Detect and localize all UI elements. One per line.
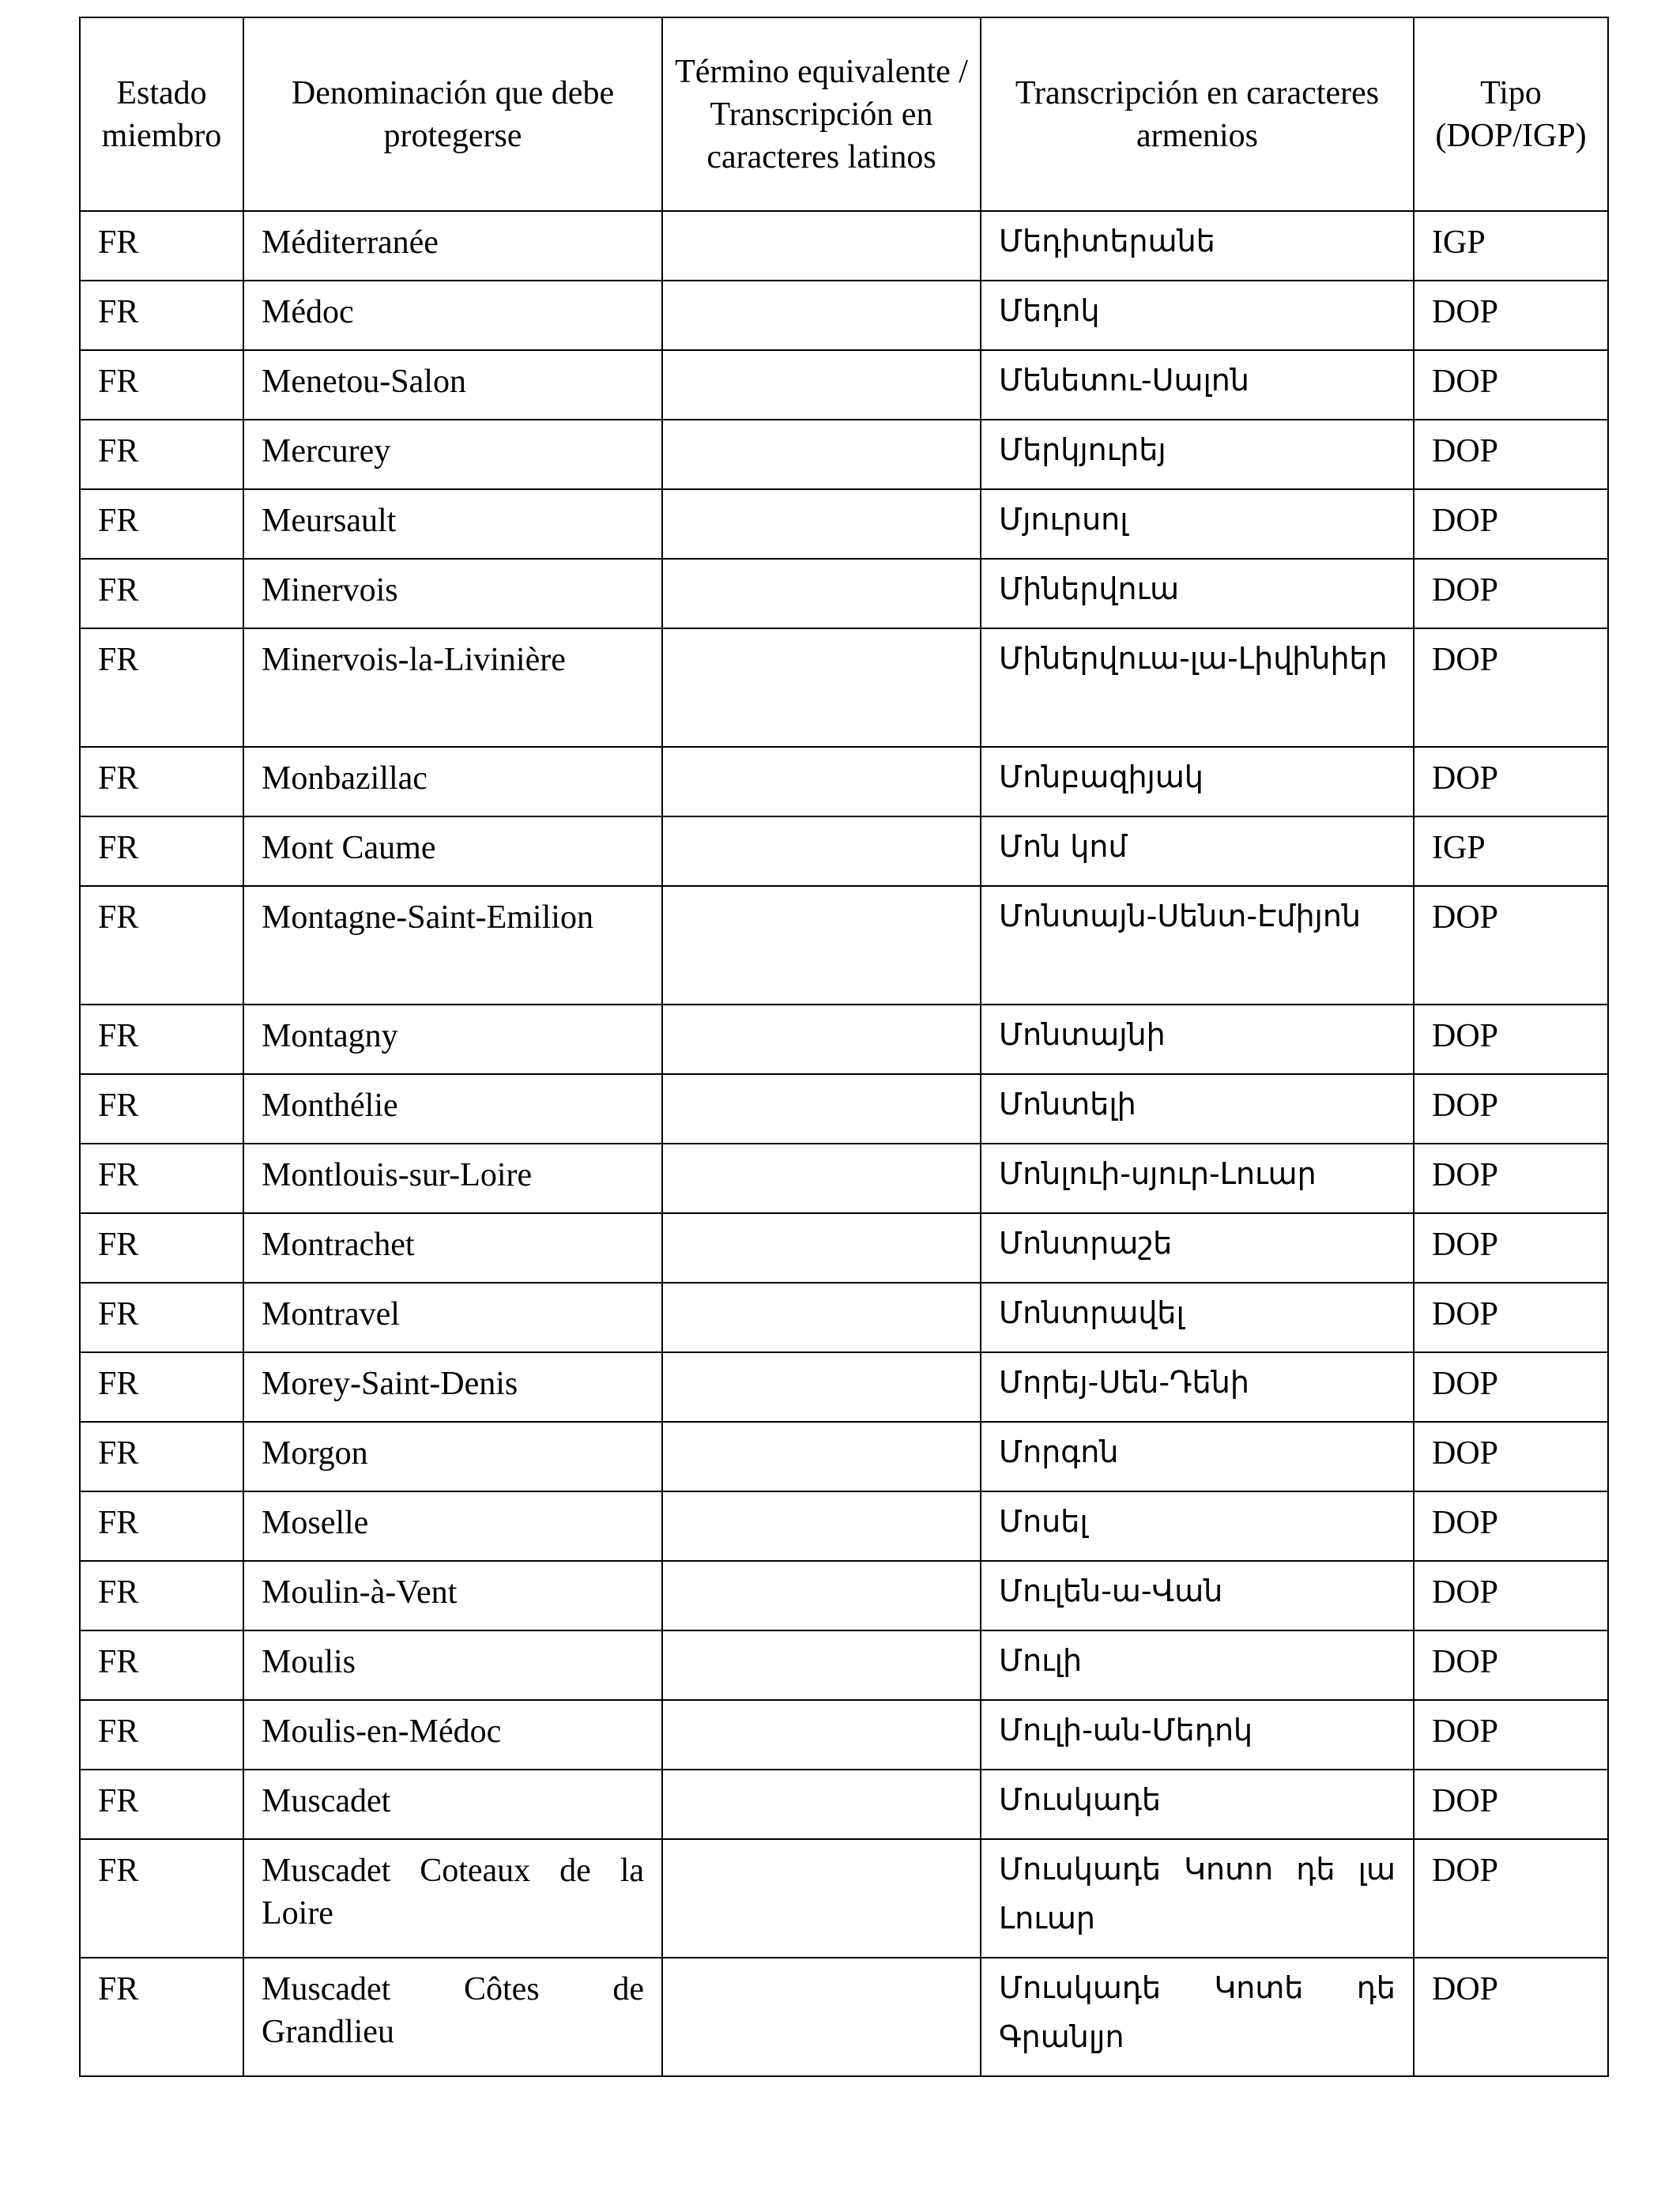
table-row bbox=[80, 1422, 1608, 1491]
cell-tipo: DOP bbox=[1414, 1630, 1608, 1700]
cell-estado-miembro: FR bbox=[80, 1630, 243, 1700]
cell-transcripcion-armenia: Մոնտայնի bbox=[981, 1005, 1414, 1074]
cell-estado-miembro: FR bbox=[80, 281, 243, 350]
cell-termino-equivalente bbox=[662, 1958, 981, 2076]
cell-estado-miembro: FR bbox=[80, 886, 243, 1005]
cell-tipo: DOP bbox=[1414, 1491, 1608, 1561]
cell-denominacion: Morgon bbox=[243, 1422, 662, 1491]
cell-transcripcion-armenia: Մոն կոմ bbox=[981, 816, 1414, 886]
cell-estado-miembro: FR bbox=[80, 628, 243, 747]
cell-denominacion: Montlouis-sur-Loire bbox=[243, 1144, 662, 1213]
table-row bbox=[80, 1491, 1608, 1561]
cell-termino-equivalente bbox=[662, 1491, 981, 1561]
table-row bbox=[80, 1958, 1608, 2076]
table-row bbox=[80, 350, 1608, 420]
cell-termino-equivalente bbox=[662, 1630, 981, 1700]
table-header bbox=[80, 17, 1608, 211]
table-row bbox=[80, 1839, 1608, 1958]
cell-termino-equivalente bbox=[662, 1561, 981, 1630]
cell-transcripcion-armenia: Մոնտրավել bbox=[981, 1283, 1414, 1352]
cell-denominacion: Moselle bbox=[243, 1491, 662, 1561]
header-denominacion: Denominación que debe protegerse bbox=[243, 17, 662, 211]
cell-termino-equivalente bbox=[662, 1422, 981, 1491]
cell-tipo: DOP bbox=[1414, 628, 1608, 747]
cell-termino-equivalente bbox=[662, 1213, 981, 1283]
cell-termino-equivalente bbox=[662, 747, 981, 816]
cell-denominacion: Montagne-Saint-Emilion bbox=[243, 886, 662, 1005]
cell-termino-equivalente bbox=[662, 1144, 981, 1213]
cell-tipo: DOP bbox=[1414, 1283, 1608, 1352]
cell-termino-equivalente bbox=[662, 816, 981, 886]
cell-termino-equivalente bbox=[662, 281, 981, 350]
cell-denominacion: Montravel bbox=[243, 1283, 662, 1352]
table-row bbox=[80, 489, 1608, 559]
cell-tipo: DOP bbox=[1414, 747, 1608, 816]
cell-tipo: DOP bbox=[1414, 420, 1608, 489]
cell-termino-equivalente bbox=[662, 1700, 981, 1770]
table-row bbox=[80, 1561, 1608, 1630]
cell-transcripcion-armenia: Մուսկադե Կոտե դե Գրանլյո bbox=[981, 1958, 1414, 2076]
cell-estado-miembro: FR bbox=[80, 350, 243, 420]
cell-estado-miembro: FR bbox=[80, 1144, 243, 1213]
cell-termino-equivalente bbox=[662, 489, 981, 559]
cell-termino-equivalente bbox=[662, 1005, 981, 1074]
cell-denominacion: Menetou-Salon bbox=[243, 350, 662, 420]
cell-transcripcion-armenia: Մուլեն-ա-Վան bbox=[981, 1561, 1414, 1630]
cell-tipo: DOP bbox=[1414, 1770, 1608, 1839]
cell-estado-miembro: FR bbox=[80, 211, 243, 281]
cell-estado-miembro: FR bbox=[80, 1770, 243, 1839]
cell-tipo: DOP bbox=[1414, 1700, 1608, 1770]
cell-termino-equivalente bbox=[662, 559, 981, 628]
table-row bbox=[80, 1144, 1608, 1213]
cell-estado-miembro: FR bbox=[80, 1422, 243, 1491]
cell-tipo: DOP bbox=[1414, 489, 1608, 559]
table-row bbox=[80, 1213, 1608, 1283]
cell-tipo: DOP bbox=[1414, 1144, 1608, 1213]
table-row bbox=[80, 211, 1608, 281]
table-row bbox=[80, 1005, 1608, 1074]
cell-termino-equivalente bbox=[662, 1074, 981, 1144]
cell-transcripcion-armenia: Մուլի-ան-Մեդոկ bbox=[981, 1700, 1414, 1770]
table-row bbox=[80, 1770, 1608, 1839]
header-estado-miembro: Estado miembro bbox=[80, 17, 243, 211]
cell-denominacion: Médoc bbox=[243, 281, 662, 350]
table-row bbox=[80, 281, 1608, 350]
cell-tipo: DOP bbox=[1414, 1074, 1608, 1144]
cell-denominacion: Meursault bbox=[243, 489, 662, 559]
cell-estado-miembro: FR bbox=[80, 1839, 243, 1958]
table-row bbox=[80, 886, 1608, 1005]
cell-termino-equivalente bbox=[662, 420, 981, 489]
table-row bbox=[80, 816, 1608, 886]
table-row bbox=[80, 747, 1608, 816]
cell-denominacion: Moulis-en-Médoc bbox=[243, 1700, 662, 1770]
table-row bbox=[80, 1283, 1608, 1352]
table-row bbox=[80, 1700, 1608, 1770]
cell-denominacion: Monthélie bbox=[243, 1074, 662, 1144]
cell-denominacion: Moulin-à-Vent bbox=[243, 1561, 662, 1630]
cell-transcripcion-armenia: Մորգոն bbox=[981, 1422, 1414, 1491]
cell-estado-miembro: FR bbox=[80, 1283, 243, 1352]
cell-tipo: DOP bbox=[1414, 1213, 1608, 1283]
cell-transcripcion-armenia: Մոնտելի bbox=[981, 1074, 1414, 1144]
cell-denominacion: Méditerranée bbox=[243, 211, 662, 281]
cell-transcripcion-armenia: Մոնբազիյակ bbox=[981, 747, 1414, 816]
cell-termino-equivalente bbox=[662, 886, 981, 1005]
appellations-table bbox=[79, 17, 1609, 2077]
table-row bbox=[80, 559, 1608, 628]
cell-termino-equivalente bbox=[662, 1352, 981, 1422]
cell-transcripcion-armenia: Մուլի bbox=[981, 1630, 1414, 1700]
cell-transcripcion-armenia: Մոնտրաշե bbox=[981, 1213, 1414, 1283]
cell-transcripcion-armenia: Միներվուա-լա-Լիվինիեր bbox=[981, 628, 1414, 747]
cell-transcripcion-armenia: Մերկյուրեյ bbox=[981, 420, 1414, 489]
cell-estado-miembro: FR bbox=[80, 1561, 243, 1630]
table-row bbox=[80, 628, 1608, 747]
cell-tipo: IGP bbox=[1414, 816, 1608, 886]
header-transcripcion-armenia: Transcripción en caracteres armenios bbox=[981, 17, 1414, 211]
cell-estado-miembro: FR bbox=[80, 747, 243, 816]
table-row bbox=[80, 1630, 1608, 1700]
cell-tipo: IGP bbox=[1414, 211, 1608, 281]
cell-transcripcion-armenia: Միներվուա bbox=[981, 559, 1414, 628]
cell-termino-equivalente bbox=[662, 1839, 981, 1958]
cell-denominacion: Muscadet Coteaux de la Loire bbox=[243, 1839, 662, 1958]
cell-transcripcion-armenia: Մեդիտերանե bbox=[981, 211, 1414, 281]
cell-tipo: DOP bbox=[1414, 1958, 1608, 2076]
cell-tipo: DOP bbox=[1414, 350, 1608, 420]
cell-tipo: DOP bbox=[1414, 281, 1608, 350]
header-termino-equivalente: Término equivalente / Transcripción en caracteres latinos bbox=[662, 17, 981, 211]
cell-tipo: DOP bbox=[1414, 1561, 1608, 1630]
cell-denominacion: Muscadet Côtes de Grandlieu bbox=[243, 1958, 662, 2076]
cell-estado-miembro: FR bbox=[80, 1213, 243, 1283]
cell-transcripcion-armenia: Մոնլուի-սյուր-Լուար bbox=[981, 1144, 1414, 1213]
cell-tipo: DOP bbox=[1414, 1422, 1608, 1491]
cell-termino-equivalente bbox=[662, 1283, 981, 1352]
cell-estado-miembro: FR bbox=[80, 420, 243, 489]
cell-denominacion: Montagny bbox=[243, 1005, 662, 1074]
cell-estado-miembro: FR bbox=[80, 816, 243, 886]
cell-estado-miembro: FR bbox=[80, 1958, 243, 2076]
cell-estado-miembro: FR bbox=[80, 1491, 243, 1561]
cell-termino-equivalente bbox=[662, 1770, 981, 1839]
cell-estado-miembro: FR bbox=[80, 1005, 243, 1074]
cell-tipo: DOP bbox=[1414, 886, 1608, 1005]
table-row bbox=[80, 420, 1608, 489]
cell-denominacion: Moulis bbox=[243, 1630, 662, 1700]
cell-denominacion: Mercurey bbox=[243, 420, 662, 489]
cell-transcripcion-armenia: Մոսել bbox=[981, 1491, 1414, 1561]
cell-denominacion: Muscadet bbox=[243, 1770, 662, 1839]
cell-termino-equivalente bbox=[662, 350, 981, 420]
table-row bbox=[80, 1074, 1608, 1144]
cell-estado-miembro: FR bbox=[80, 1352, 243, 1422]
cell-tipo: DOP bbox=[1414, 559, 1608, 628]
cell-estado-miembro: FR bbox=[80, 489, 243, 559]
cell-transcripcion-armenia: Մոնտայն-Սենտ-Էմիյոն bbox=[981, 886, 1414, 1005]
table-row bbox=[80, 1352, 1608, 1422]
cell-denominacion: Monbazillac bbox=[243, 747, 662, 816]
cell-denominacion: Minervois-la-Livinière bbox=[243, 628, 662, 747]
cell-transcripcion-armenia: Մուսկադե Կոտո դե լա Լուար bbox=[981, 1839, 1414, 1958]
header-tipo: Tipo (DOP/IGP) bbox=[1414, 17, 1608, 211]
cell-estado-miembro: FR bbox=[80, 559, 243, 628]
cell-tipo: DOP bbox=[1414, 1005, 1608, 1074]
cell-transcripcion-armenia: Մորեյ-Սեն-Դենի bbox=[981, 1352, 1414, 1422]
cell-tipo: DOP bbox=[1414, 1839, 1608, 1958]
cell-termino-equivalente bbox=[662, 628, 981, 747]
cell-denominacion: Morey-Saint-Denis bbox=[243, 1352, 662, 1422]
cell-denominacion: Montrachet bbox=[243, 1213, 662, 1283]
cell-transcripcion-armenia: Մենետու-Սալոն bbox=[981, 350, 1414, 420]
cell-tipo: DOP bbox=[1414, 1352, 1608, 1422]
cell-estado-miembro: FR bbox=[80, 1700, 243, 1770]
cell-termino-equivalente bbox=[662, 211, 981, 281]
cell-denominacion: Mont Caume bbox=[243, 816, 662, 886]
cell-estado-miembro: FR bbox=[80, 1074, 243, 1144]
cell-transcripcion-armenia: Մյուրսոլ bbox=[981, 489, 1414, 559]
cell-denominacion: Minervois bbox=[243, 559, 662, 628]
cell-transcripcion-armenia: Մեդոկ bbox=[981, 281, 1414, 350]
cell-transcripcion-armenia: Մուսկադե bbox=[981, 1770, 1414, 1839]
header-row bbox=[80, 17, 1608, 211]
table-body bbox=[80, 211, 1608, 2076]
